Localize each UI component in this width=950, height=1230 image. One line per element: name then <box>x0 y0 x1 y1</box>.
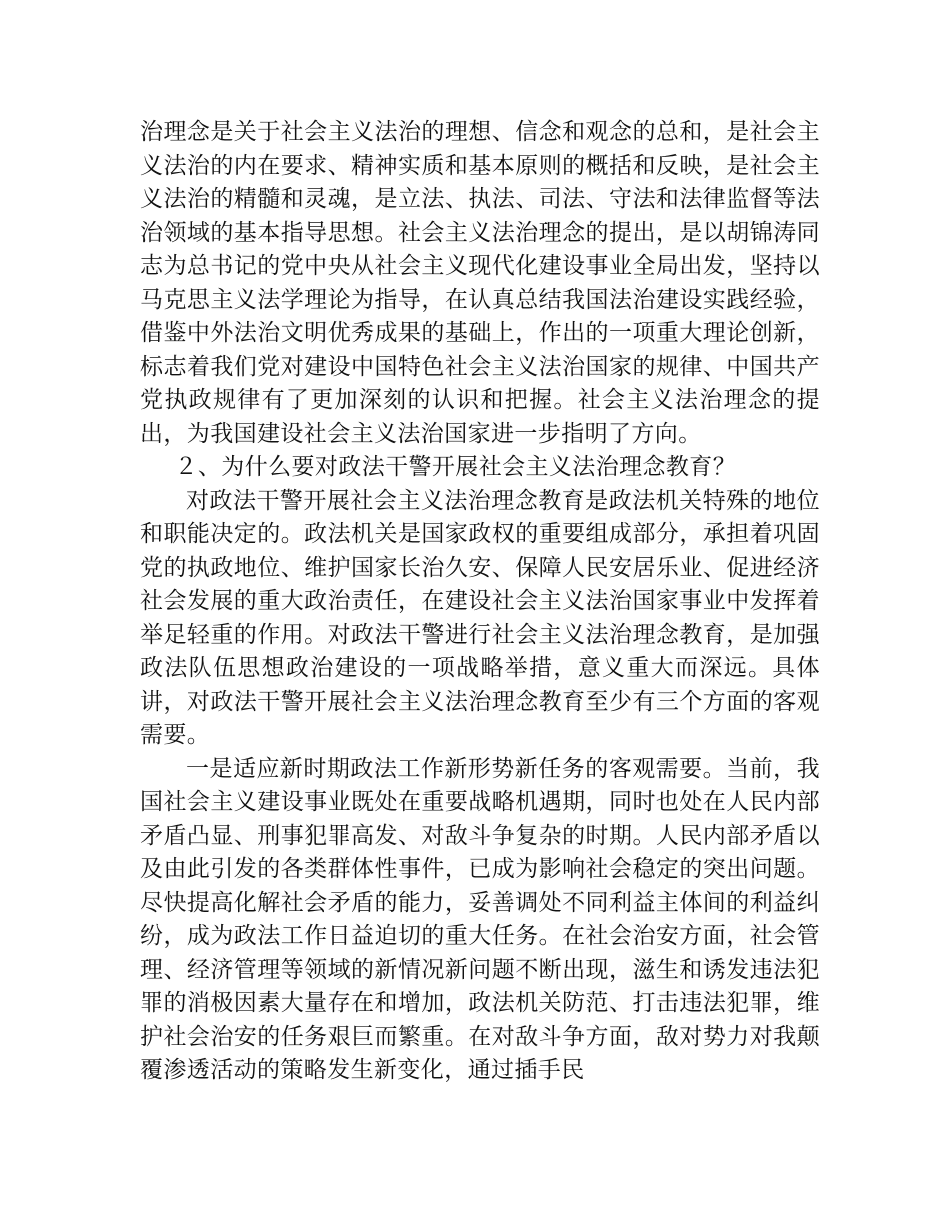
question-heading: ２、为什么要对政法干警开展社会主义法治理念教育？ <box>174 454 737 480</box>
document-body <box>140 116 820 1088</box>
paragraph-reason: 对政法干警开展社会主义法治理念教育是政法机关特殊的地位和职能决定的。政法机关是国家政权的重要组成部分，承担着巩固党的执政地位、维护国家长治久安、保障人民安居乐业、促进经济社会发展的重大政治责任，在建设社会主义法治国家事业中发挥着举足轻重的作用。对政法干警进行社会主义法治理念教育，是加强政法队伍思想政治建设的一项战略举措，意义重大而深远。具体讲，对政法干警开展社会主义法治理念教育至少有三个方面的客观需要。 <box>140 487 820 748</box>
paragraph-continuation: 治理念是关于社会主义法治的理想、信念和观念的总和，是社会主义法治的内在要求、精神实质和基本原则的概括和反映，是社会主义法治的精髓和灵魂，是立法、执法、司法、守法和法律监督等法治领域的基本指导思想。社会主义法治理念的提出，是以胡锦涛同志为总书记的党中央从社会主义现代化建设事业全局出发，坚持以马克思主义法学理论为指导，在认真总结我国法治建设实践经验，借鉴中外法治文明优秀成果的基础上，作出的一项重大理论创新，标志着我们党对建设中国特色社会主义法治国家的规律、中国共产党执政规律有了更加深刻的认识和把握。社会主义法治理念的提出，为我国建设社会主义法治国家进一步指明了方向。 <box>140 119 820 447</box>
paragraph-first-need: 一是适应新时期政法工作新形势新任务的客观需要。当前，我国社会主义建设事业既处在重要战略机遇期，同时也处在人民内部矛盾凸显、刑事犯罪高发、对敌斗争复杂的时期。人民内部矛盾以及由此引发的各类群体性事件，已成为影响社会稳定的突出问题。尽快提高化解社会矛盾的能力，妥善调处不同利益主体间的利益纠纷，成为政法工作日益迫切的重大任务。在社会治安方面，社会管理、经济管理等领域的新情况新问题不断出现，滋生和诱发违法犯罪的消极因素大量存在和增加，政法机关防范、打击违法犯罪，维护社会治安的任务艰巨而繁重。在对敌斗争方面，敌对势力对我颠覆渗透活动的策略发生新变化，通过插手民 <box>140 755 820 1083</box>
